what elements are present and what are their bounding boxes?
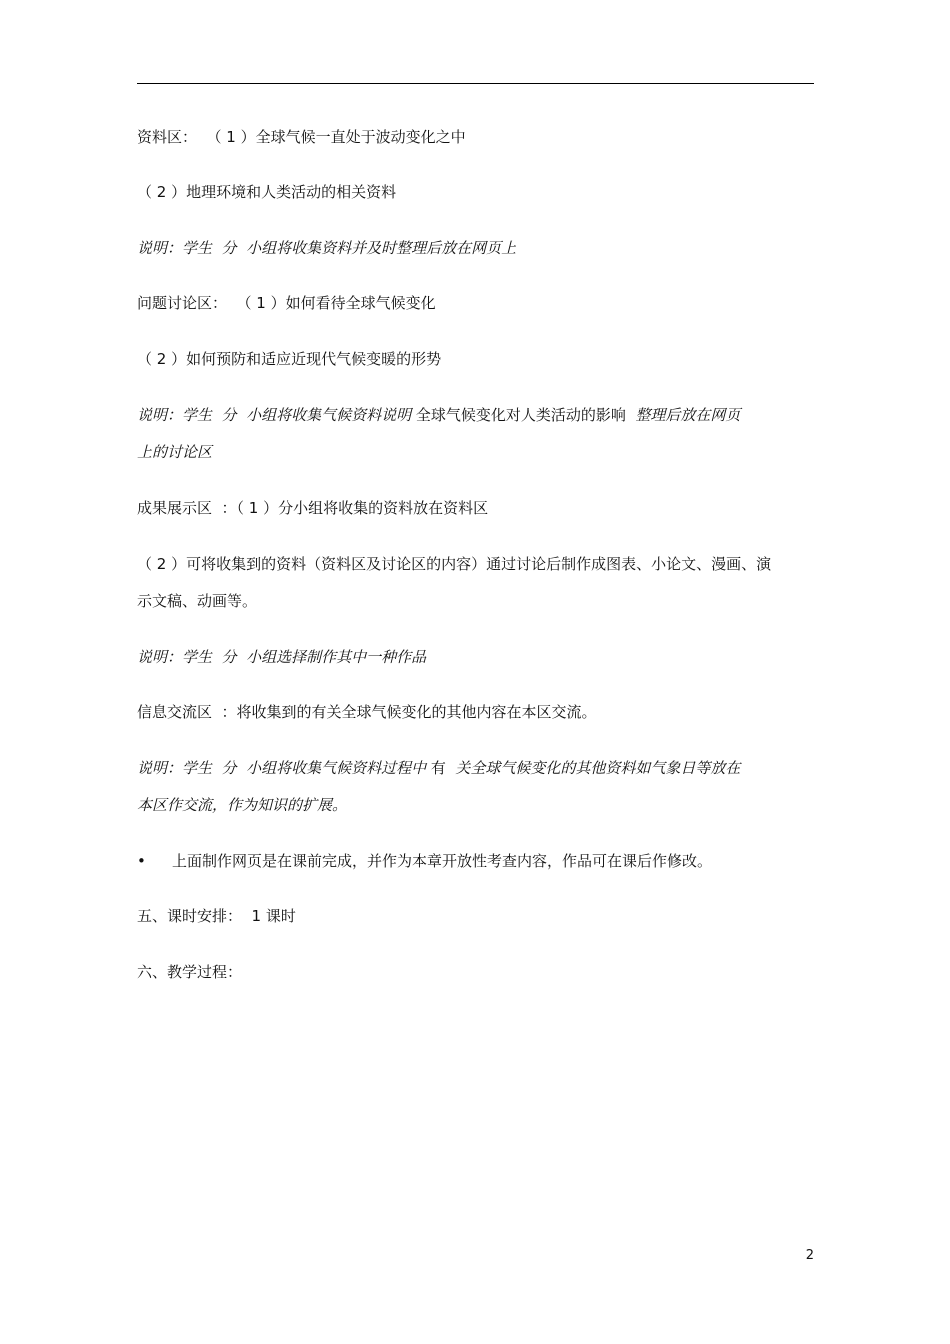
results-item-1: 成果展示区 ：（ 1 ）分小组将收集的资料放在资料区 <box>137 499 489 517</box>
note-discussion-part-c: 整理后放在网页 <box>625 406 741 424</box>
note-discussion-line-1 <box>137 395 814 435</box>
results-item-2-line-1: （ 2 ）可将收集到的资料（资料区及讨论区的内容）通过讨论后制作成图表、小论文、漫画、演 <box>137 555 772 573</box>
page-number: 2 <box>805 1248 814 1263</box>
note-exchange-part-a: 说明：学生 分 小组将收集气候资料过程中 <box>137 759 431 777</box>
bullet-text: 上面制作网页是在课前完成，并作为本章开放性考查内容，作品可在课后作修改。 <box>172 852 713 870</box>
discussion-item-1: 问题讨论区： （ 1 ）如何看待全球气候变化 <box>137 294 436 312</box>
exchange-item: 信息交流区 ：将收集到的有关全球气候变化的其他内容在本区交流。 <box>137 703 597 721</box>
note-results: 说明：学生 分 小组选择制作其中一种作品 <box>137 648 427 666</box>
discussion-item-2: （ 2 ）如何预防和适应近现代气候变暖的形势 <box>137 350 442 368</box>
note-discussion-part-a: 说明：学生 分 小组将收集气候资料说明 <box>137 406 416 424</box>
bullet-item <box>137 847 814 875</box>
process-heading: 六、教学过程： <box>137 963 243 981</box>
header-rule <box>137 83 814 84</box>
bullet-icon: • <box>137 852 146 870</box>
note-discussion-line-2: 上的讨论区 <box>137 443 213 461</box>
results-item-2-line-2: 示文稿、动画等。 <box>137 592 258 610</box>
schedule-heading: 五、课时安排： 1 课时 <box>137 907 296 925</box>
note-resources: 说明：学生 分 小组将收集资料并及时整理后放在网页上 <box>137 239 517 257</box>
resources-item-2: （ 2 ）地理环境和人类活动的相关资料 <box>137 183 397 201</box>
note-exchange-line-1 <box>137 748 814 788</box>
note-exchange-part-b: 有 <box>430 759 446 777</box>
resources-item-1: 资料区： （ 1 ）全球气候一直处于波动变化之中 <box>137 128 466 146</box>
note-exchange-part-c: 关全球气候变化的其他资料如气象日等放在 <box>445 759 741 777</box>
note-exchange-line-2: 本区作交流，作为知识的扩展。 <box>137 796 348 814</box>
note-discussion-part-b: 全球气候变化对人类活动的影响 <box>415 406 626 424</box>
